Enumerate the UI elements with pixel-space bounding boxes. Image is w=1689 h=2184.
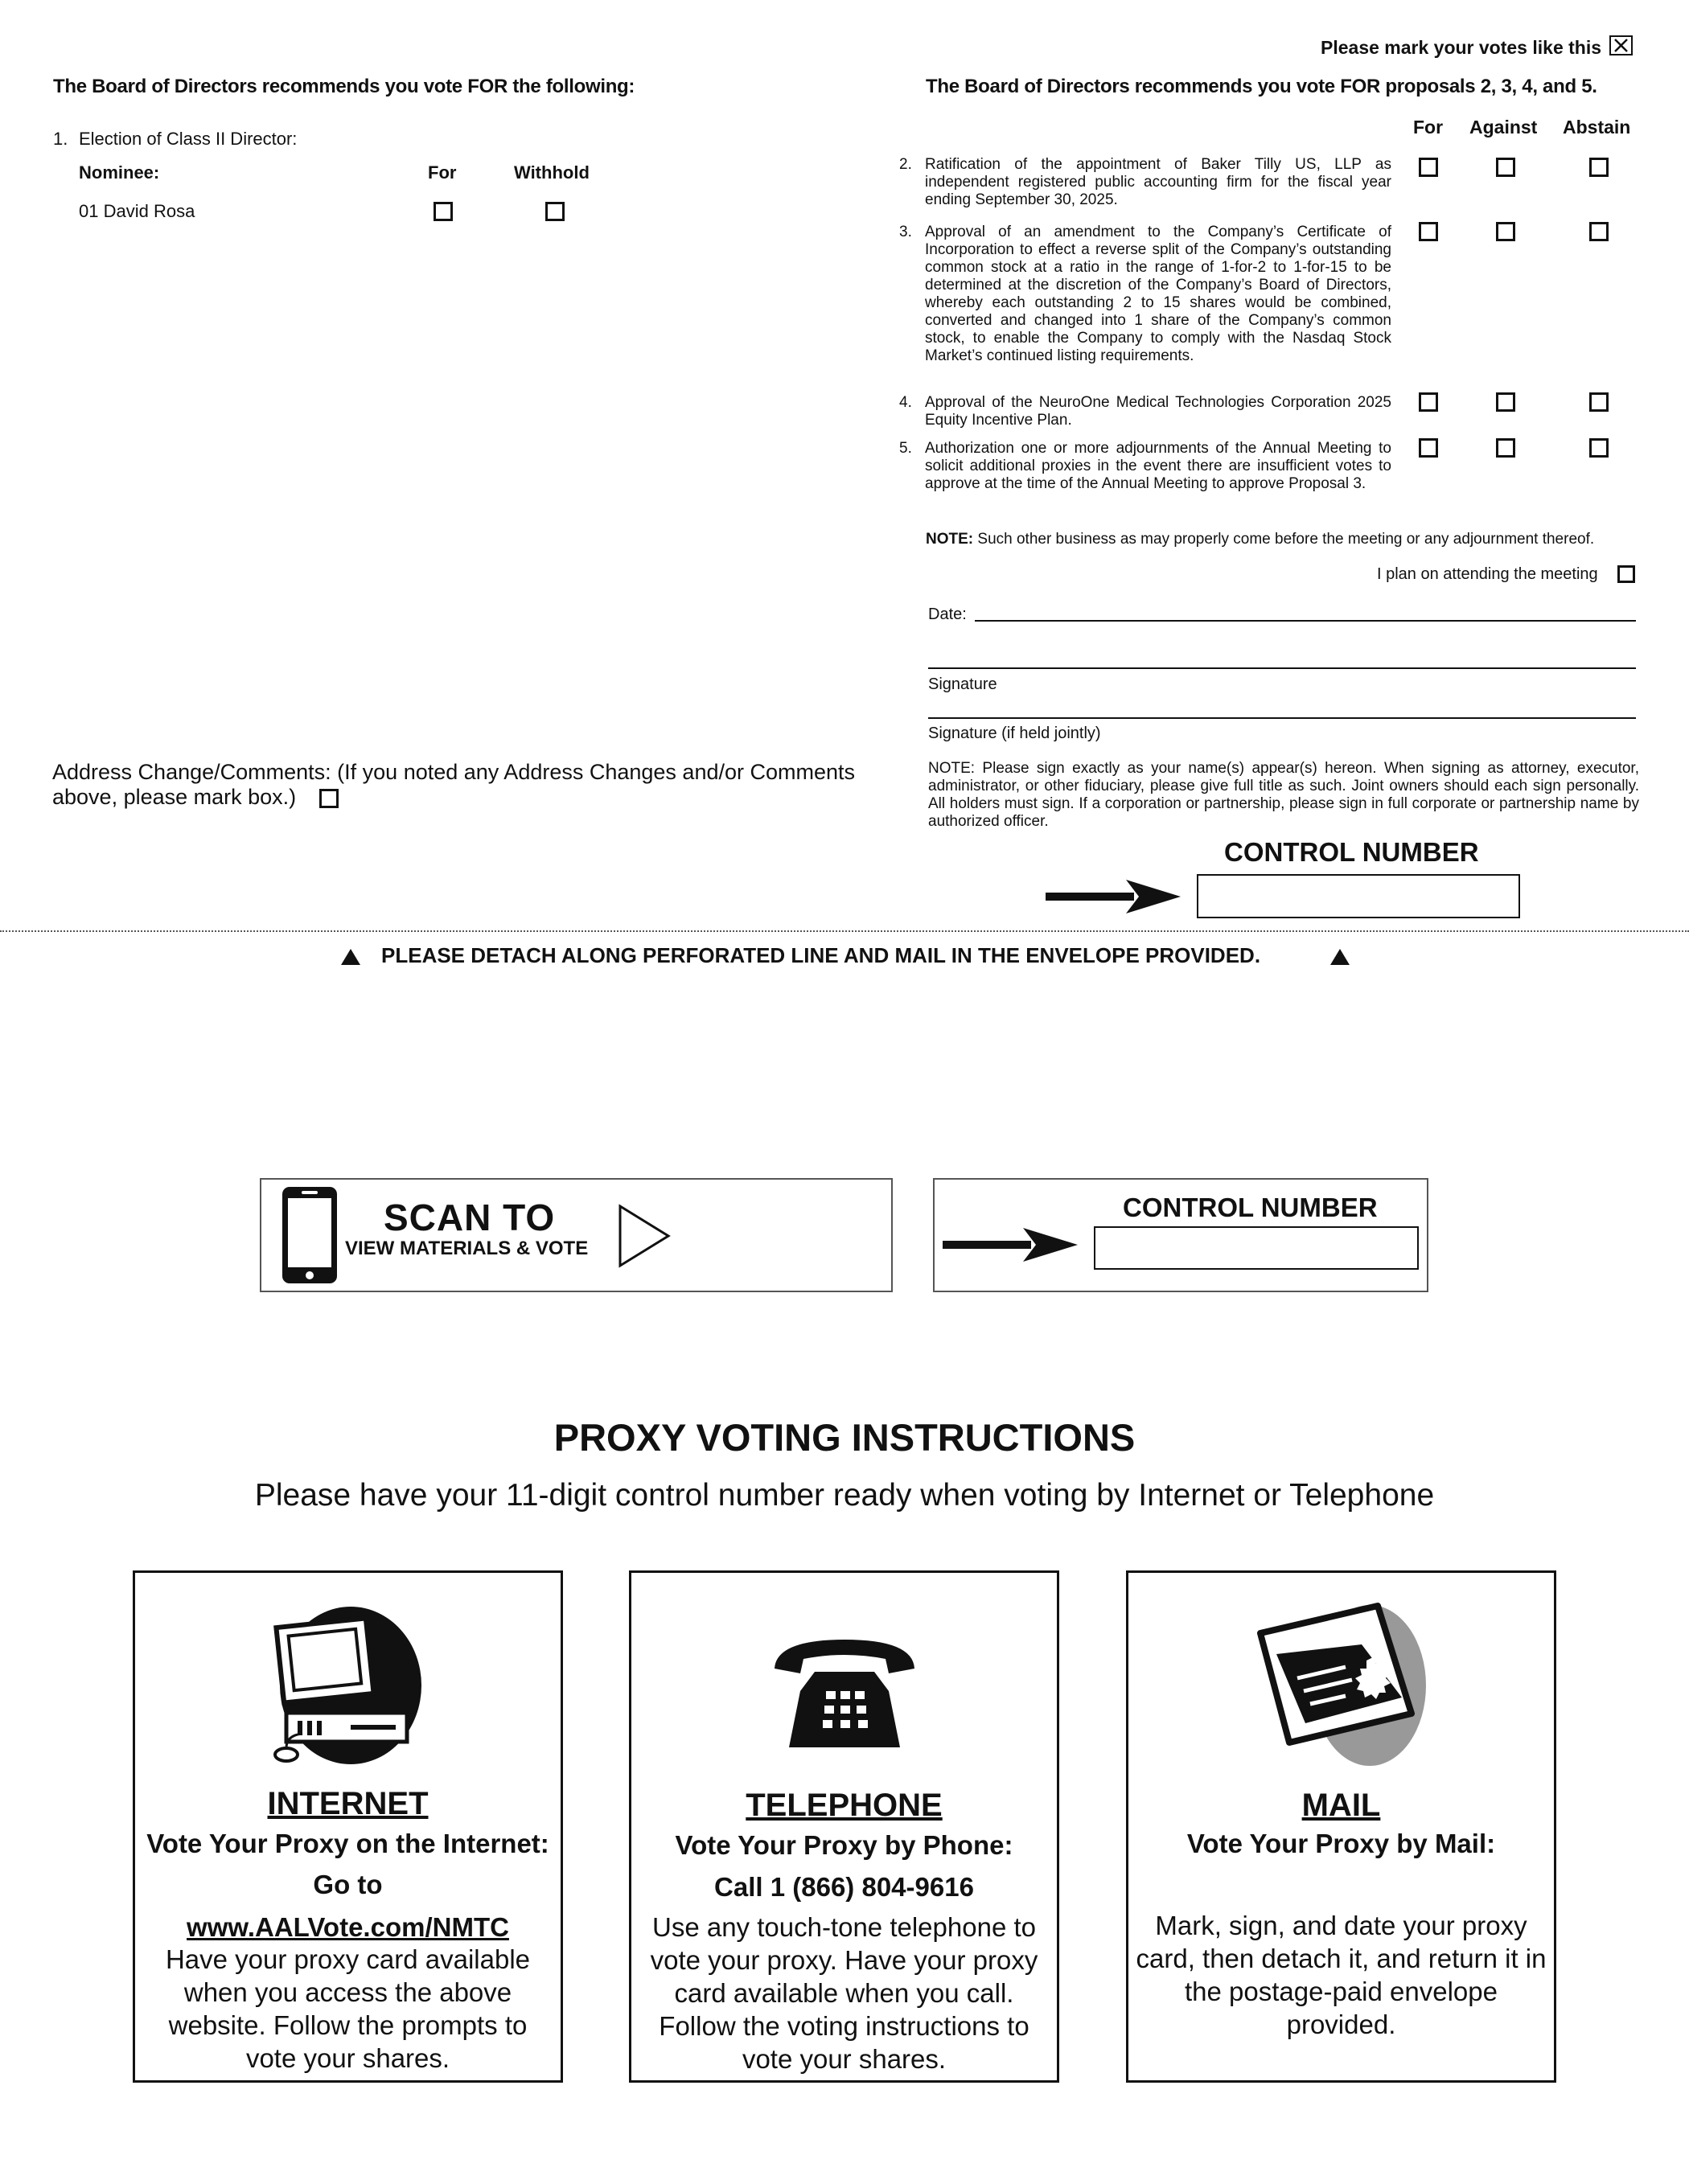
note-text: Such other business as may properly come before the meeting or any adjournment thereof. [977, 531, 1595, 548]
proposal-2-text: Ratification of the appointment of Baker Tilly US, LLP as independent registered public accounting firm for the fiscal year ending September 30, 2025. [925, 156, 1391, 208]
date-line[interactable] [975, 620, 1636, 622]
smartphone-icon [281, 1185, 339, 1285]
control-box-2 [933, 1178, 1428, 1292]
mail-card [1126, 1570, 1556, 2083]
mail-title: MAIL [1301, 1788, 1381, 1823]
proposal-4-against-checkbox[interactable] [1496, 392, 1515, 412]
triangle-up-icon [341, 949, 360, 965]
triangle-up-icon [1330, 949, 1350, 965]
proposal-2-for-checkbox[interactable] [1419, 158, 1438, 177]
item1-label: Election of Class II Director: [79, 129, 298, 149]
right-heading: The Board of Directors recommends you vote FOR proposals 2, 3, 4, and 5. [926, 76, 1597, 97]
other-business-note [926, 531, 1650, 548]
nominee-name: 01 David Rosa [79, 201, 195, 221]
mail-body: Mark, sign, and date your proxy card, then detach it, and return it in the postage-paid envelope provided. [1136, 1911, 1547, 2039]
col-against-right: Against [1469, 117, 1538, 138]
signature-line[interactable] [928, 667, 1636, 669]
note-label: NOTE: [926, 531, 974, 548]
internet-goto: Go to [313, 1870, 383, 1899]
mail-sub: Vote Your Proxy by Mail: [1186, 1829, 1496, 1858]
telephone-body: Use any touch-tone telephone to vote your proxy. Have your proxy card available when you call. Follow the voting instructions to vote your shares. [650, 1912, 1038, 2074]
arrow-right-icon [1046, 878, 1182, 915]
telephone-call: Call 1 (866) 804-9616 [714, 1872, 974, 1902]
detach-text: PLEASE DETACH ALONG PERFORATED LINE AND MAIL IN THE ENVELOPE PROVIDED. [381, 943, 1261, 967]
proposal-2-abstain-checkbox[interactable] [1589, 158, 1609, 177]
proposal-4-abstain-checkbox[interactable] [1589, 392, 1609, 412]
col-for-right: For [1413, 117, 1444, 138]
col-abstain-right: Abstain [1563, 117, 1631, 138]
proposal-3-abstain-checkbox[interactable] [1589, 222, 1609, 241]
proposal-3-for-checkbox[interactable] [1419, 222, 1438, 241]
sign-note: NOTE: Please sign exactly as your name(s) appear(s) hereon. When signing as attorney, executor, administrator, or other fiduciary, please give full title as such. Joint owners should each sign personally. All holders must sign. If a corporation or partnership, please sign in full corporate or partnership name by authorized officer. [928, 760, 1639, 830]
scan-line2: VIEW MATERIALS & VOTE [345, 1238, 589, 1259]
computer-icon [262, 1607, 431, 1767]
left-heading: The Board of Directors recommends you vote FOR the following: [53, 76, 635, 97]
attending-checkbox[interactable] [1617, 565, 1635, 583]
control-number-field-2[interactable] [1094, 1226, 1419, 1270]
proposal-2-number: 2. [899, 156, 912, 173]
instructions-subtitle: Please have your 11-digit control number ready when voting by Internet or Telephone [254, 1478, 1435, 1513]
mail-envelope-icon [1241, 1601, 1442, 1770]
proposal-5-abstain-checkbox[interactable] [1589, 438, 1609, 458]
nominee-for-checkbox[interactable] [434, 202, 453, 221]
internet-url[interactable]: www.AALVote.com/NMTC [187, 1912, 509, 1942]
proposal-5-number: 5. [899, 440, 912, 457]
signature-label: Signature [928, 675, 997, 693]
control2-label: CONTROL NUMBER [1123, 1193, 1378, 1222]
proposal-2 [899, 156, 1391, 209]
scan-line1: SCAN TO [384, 1197, 556, 1238]
proposal-3-number: 3. [899, 224, 912, 240]
internet-body: Have your proxy card available when you access the above website. Follow the prompts to vote your shares. [165, 1944, 531, 2073]
telephone-sub: Vote Your Proxy by Phone: [675, 1830, 1013, 1860]
proposal-2-against-checkbox[interactable] [1496, 158, 1515, 177]
address-change-checkbox[interactable] [319, 789, 339, 808]
col-for-left: For [428, 162, 457, 183]
internet-title: INTERNET [267, 1786, 429, 1821]
arrow-right-icon [943, 1226, 1079, 1263]
nominee-header: Nominee: [79, 162, 160, 183]
proposal-5-text: Authorization one or more adjournments of the Annual Meeting to solicit additional proxies in the event there are insufficient votes to approve at the time of the Annual Meeting to approve Proposal 3. [925, 440, 1391, 492]
proposal-3-text: Approval of an amendment to the Company’s Certificate of Incorporation to effect a reverse split of the Company’s outstanding common stock at a ratio in the range of 1-for-2 to 1-for-15 to be determined at the discretion of the Company’s Board of Directors, whereby each outstanding 2 to 15 shares would be combined, converted and changed into 1 share of the Company’s common stock, to enable the Company to comply with the Nasdaq Stock Market’s continued listing requirements. [925, 224, 1391, 364]
item1-number: 1. [53, 129, 68, 149]
nominee-withhold-checkbox[interactable] [545, 202, 565, 221]
control-number-field[interactable] [1197, 874, 1520, 918]
proposal-4 [899, 394, 1391, 429]
legend-text: Please mark your votes like this [1321, 37, 1602, 58]
internet-card [133, 1570, 563, 2083]
telephone-title: TELEPHONE [746, 1788, 943, 1823]
internet-sub: Vote Your Proxy on the Internet: [146, 1829, 549, 1858]
play-triangle-icon [618, 1204, 671, 1268]
telephone-card [629, 1570, 1059, 2083]
telephone-icon [768, 1633, 921, 1754]
control-number-label: CONTROL NUMBER [1224, 837, 1479, 867]
attending-label: I plan on attending the meeting [1377, 565, 1598, 583]
address-change-text: Address Change/Comments: (If you noted any Address Changes and/or Comments above, please mark box.) [52, 760, 856, 809]
proposal-5 [899, 440, 1391, 493]
proposal-4-number: 4. [899, 394, 912, 411]
proposal-5-for-checkbox[interactable] [1419, 438, 1438, 458]
instructions-title: PROXY VOTING INSTRUCTIONS [553, 1416, 1136, 1459]
proposal-5-against-checkbox[interactable] [1496, 438, 1515, 458]
signature-joint-label: Signature (if held jointly) [928, 725, 1101, 742]
signature-joint-line[interactable] [928, 717, 1636, 719]
proposal-4-text: Approval of the NeuroOne Medical Technologies Corporation 2025 Equity Incentive Plan. [925, 394, 1391, 429]
col-withhold-left: Withhold [514, 162, 590, 183]
marked-checkbox-icon [1609, 35, 1633, 55]
scan-box [260, 1178, 893, 1292]
proposal-4-for-checkbox[interactable] [1419, 392, 1438, 412]
proposal-3-against-checkbox[interactable] [1496, 222, 1515, 241]
proposal-3 [899, 224, 1391, 365]
date-label: Date: [928, 606, 967, 623]
perforated-line [0, 930, 1689, 932]
